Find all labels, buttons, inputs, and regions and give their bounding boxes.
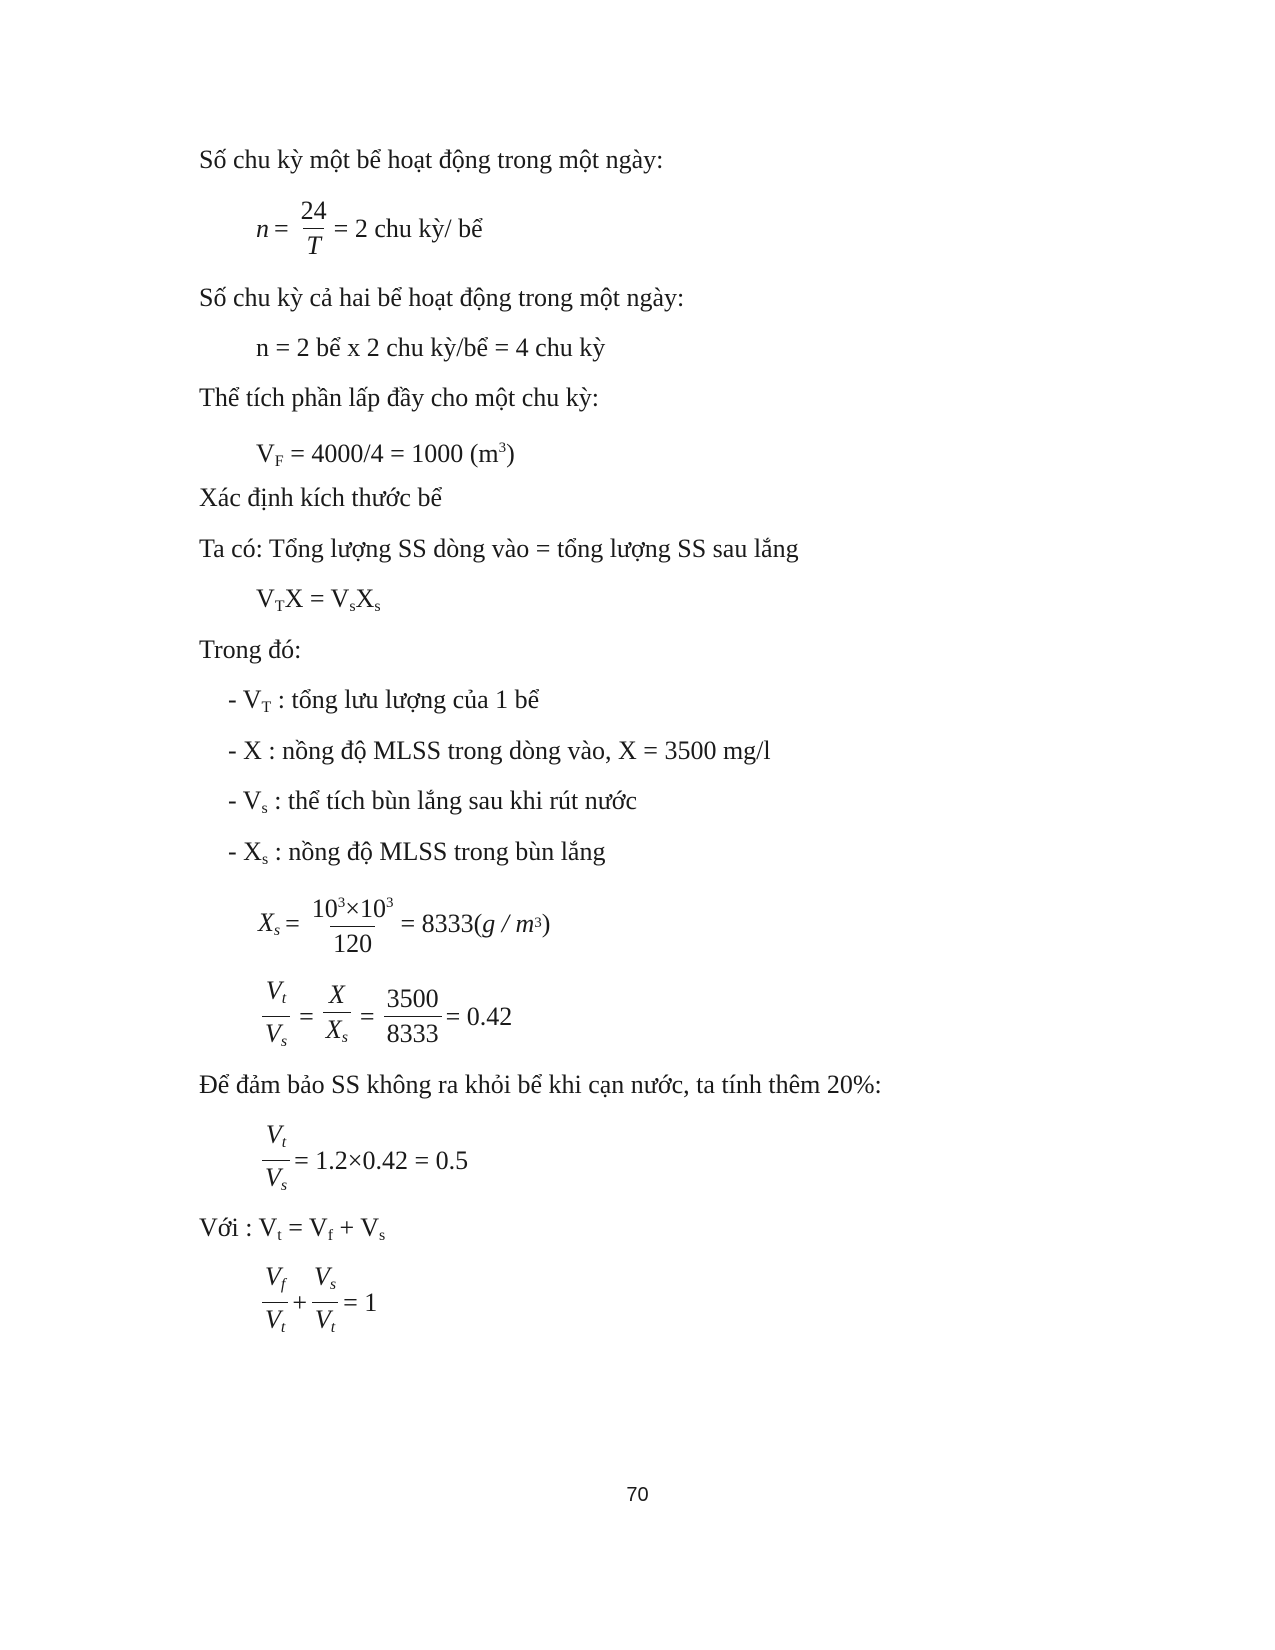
- p8-sub1: t: [277, 1227, 282, 1244]
- eq8-f2-num: [311, 1262, 339, 1302]
- eq6-fraction-1: [262, 976, 290, 1057]
- equation-ss-balance: [256, 584, 381, 622]
- heading-tank-dimensions: Xác định kích thước bể: [199, 483, 442, 512]
- para-safety-margin: Để đảm bảo SS không ra khỏi bể khi cạn nước, ta tính thêm 20%:: [199, 1070, 882, 1099]
- eq6-f1-den-sub: s: [280, 1033, 288, 1050]
- eq5-denominator: 120: [330, 926, 375, 959]
- eq8-f1-den-sub: t: [280, 1319, 286, 1336]
- eq5-numerator: [309, 888, 397, 926]
- definition-vs: [228, 786, 637, 824]
- definition-x: - X : nồng độ MLSS trong dòng vào, X = 3500 mg/l: [228, 736, 771, 765]
- def3-text: : thể tích bùn lắng sau khi rút nước: [267, 786, 638, 815]
- eq5-times: ×: [345, 894, 360, 923]
- def3-sub: s: [261, 800, 268, 817]
- eq6-f1-den-var: V: [265, 1019, 281, 1048]
- eq6-f2-num: X: [328, 980, 345, 1009]
- equation-xs: [258, 888, 550, 959]
- eq6-equals-1: =: [299, 1001, 314, 1031]
- eq3-v: V: [256, 439, 275, 468]
- eq6-fraction-2: [323, 980, 351, 1053]
- def4-var: - X: [228, 837, 262, 866]
- eq6-equals-2: =: [359, 1001, 375, 1031]
- eq4-v1: V: [256, 584, 275, 613]
- def1-var: - V: [228, 685, 262, 714]
- eq8-fraction-1: [262, 1262, 288, 1343]
- p8-sub3: s: [379, 1227, 386, 1244]
- p8-sub2: f: [327, 1227, 334, 1244]
- def4-text: : nồng độ MLSS trong bùn lắng: [268, 837, 606, 866]
- para-cycles-two-tanks: Số chu kỳ cả hai bể hoạt động trong một ngày:: [199, 283, 685, 312]
- eq5-num-sup-b: 3: [385, 895, 394, 911]
- para-cycles-one-tank: Số chu kỳ một bể hoạt động trong một ngày:: [199, 145, 664, 174]
- para-fill-volume: Thể tích phần lấp đầy cho một chu kỳ:: [199, 383, 600, 412]
- eq8-f2-den-sub: t: [330, 1319, 336, 1336]
- para-where: Trong đó:: [199, 635, 302, 664]
- equation-adjusted-ratio: [258, 1120, 468, 1201]
- eq4-sub1: T: [274, 598, 285, 615]
- equation-fill-volume: [256, 433, 515, 477]
- para-with-vt: [199, 1213, 385, 1251]
- eq8-plus: +: [292, 1287, 308, 1317]
- eq7-num: [263, 1120, 289, 1160]
- eq7-num-var: V: [265, 1120, 282, 1149]
- eq1-equals: =: [274, 213, 289, 243]
- eq3-rest: = 4000/4 = 1000 (m: [283, 439, 499, 468]
- eq5-lhs: [258, 908, 280, 940]
- eq4-sub3: s: [374, 598, 381, 615]
- p8-text: Với : V: [199, 1213, 278, 1242]
- eq6-f1-num-sub: t: [281, 990, 287, 1007]
- equation-volume-sum: [258, 1262, 377, 1343]
- eq3-sub: F: [274, 453, 284, 470]
- eq5-lhs-sub: s: [273, 921, 281, 939]
- eq6-f2-den: [323, 1012, 351, 1053]
- eq6-f1-num-var: V: [265, 976, 282, 1005]
- def3-var: - V: [228, 786, 262, 815]
- eq6-fraction-3: [384, 984, 442, 1049]
- eq6-f1-den: [262, 1016, 290, 1057]
- eq5-lhs-var: X: [258, 907, 274, 937]
- eq6-f3-den: 8333: [384, 1016, 442, 1049]
- eq1-rhs: = 2 chu kỳ/ bể: [333, 213, 483, 243]
- eq8-f2-num-var: V: [314, 1262, 330, 1291]
- eq4-x2: X: [355, 584, 375, 613]
- eq5-rhs-unit: g / m: [482, 908, 535, 938]
- eq1-numerator: 24: [300, 196, 327, 225]
- page-number: 70: [626, 1484, 649, 1506]
- eq1-fraction: [298, 196, 330, 261]
- eq8-f1-den-var: V: [265, 1305, 281, 1334]
- eq5-rhs: = 8333(: [400, 908, 483, 938]
- eq8-f1-num-var: V: [265, 1262, 281, 1291]
- eq6-f2-den-var: X: [325, 1015, 342, 1044]
- eq8-f1-num-sub: f: [280, 1276, 286, 1293]
- def1-sub: T: [261, 699, 272, 716]
- eq7-rhs: = 1.2×0.42 = 0.5: [294, 1145, 469, 1175]
- equation-n-cycles: [256, 196, 483, 261]
- eq8-fraction-2: [311, 1262, 339, 1343]
- eq5-rhs-close: ): [541, 908, 551, 938]
- equation-volume-ratio: [258, 976, 512, 1057]
- def4-sub: s: [261, 851, 269, 868]
- eq4-x1: X = V: [284, 584, 350, 613]
- para-ss-balance: Ta có: Tổng lượng SS dòng vào = tổng lượng SS sau lắng: [199, 534, 799, 563]
- eq7-fraction: [262, 1120, 290, 1201]
- eq8-rhs: = 1: [343, 1287, 378, 1317]
- p8-mid2: + V: [333, 1213, 380, 1242]
- eq3-close: ): [506, 439, 515, 468]
- eq5-num-sup-a: 3: [337, 895, 346, 911]
- eq8-f2-den-var: V: [314, 1305, 331, 1334]
- eq1-lhs: n: [256, 213, 269, 243]
- eq3-sup: 3: [498, 440, 507, 456]
- eq8-f2-den: [312, 1302, 338, 1343]
- eq5-equals: =: [285, 908, 300, 938]
- eq4-sub2: s: [349, 598, 356, 615]
- def1-text: : tổng lưu lượng của 1 bể: [271, 685, 540, 714]
- eq5-rhs-sup: 3: [534, 915, 542, 931]
- eq7-num-sub: t: [281, 1134, 287, 1151]
- eq8-f1-num: [262, 1262, 288, 1302]
- eq7-den: [262, 1160, 290, 1201]
- eq5-fraction: [309, 888, 397, 959]
- definition-vt: [228, 685, 539, 723]
- equation-total-cycles: n = 2 bể x 2 chu kỳ/bể = 4 chu kỳ: [256, 333, 606, 362]
- p8-mid1: = V: [281, 1213, 328, 1242]
- eq6-f1-num: [263, 976, 289, 1016]
- eq5-num-b: 10: [359, 894, 386, 923]
- definition-xs: [228, 837, 605, 875]
- eq5-num-a: 10: [311, 894, 338, 923]
- eq6-f2-den-sub: s: [341, 1029, 348, 1046]
- eq8-f1-den: [262, 1302, 288, 1343]
- eq1-denominator: T: [303, 228, 323, 261]
- eq7-den-var: V: [265, 1163, 281, 1192]
- eq8-f2-num-sub: s: [329, 1276, 337, 1293]
- eq7-den-sub: s: [280, 1177, 288, 1194]
- eq6-f3-num: 3500: [386, 984, 439, 1013]
- eq6-rhs: = 0.42: [445, 1001, 513, 1031]
